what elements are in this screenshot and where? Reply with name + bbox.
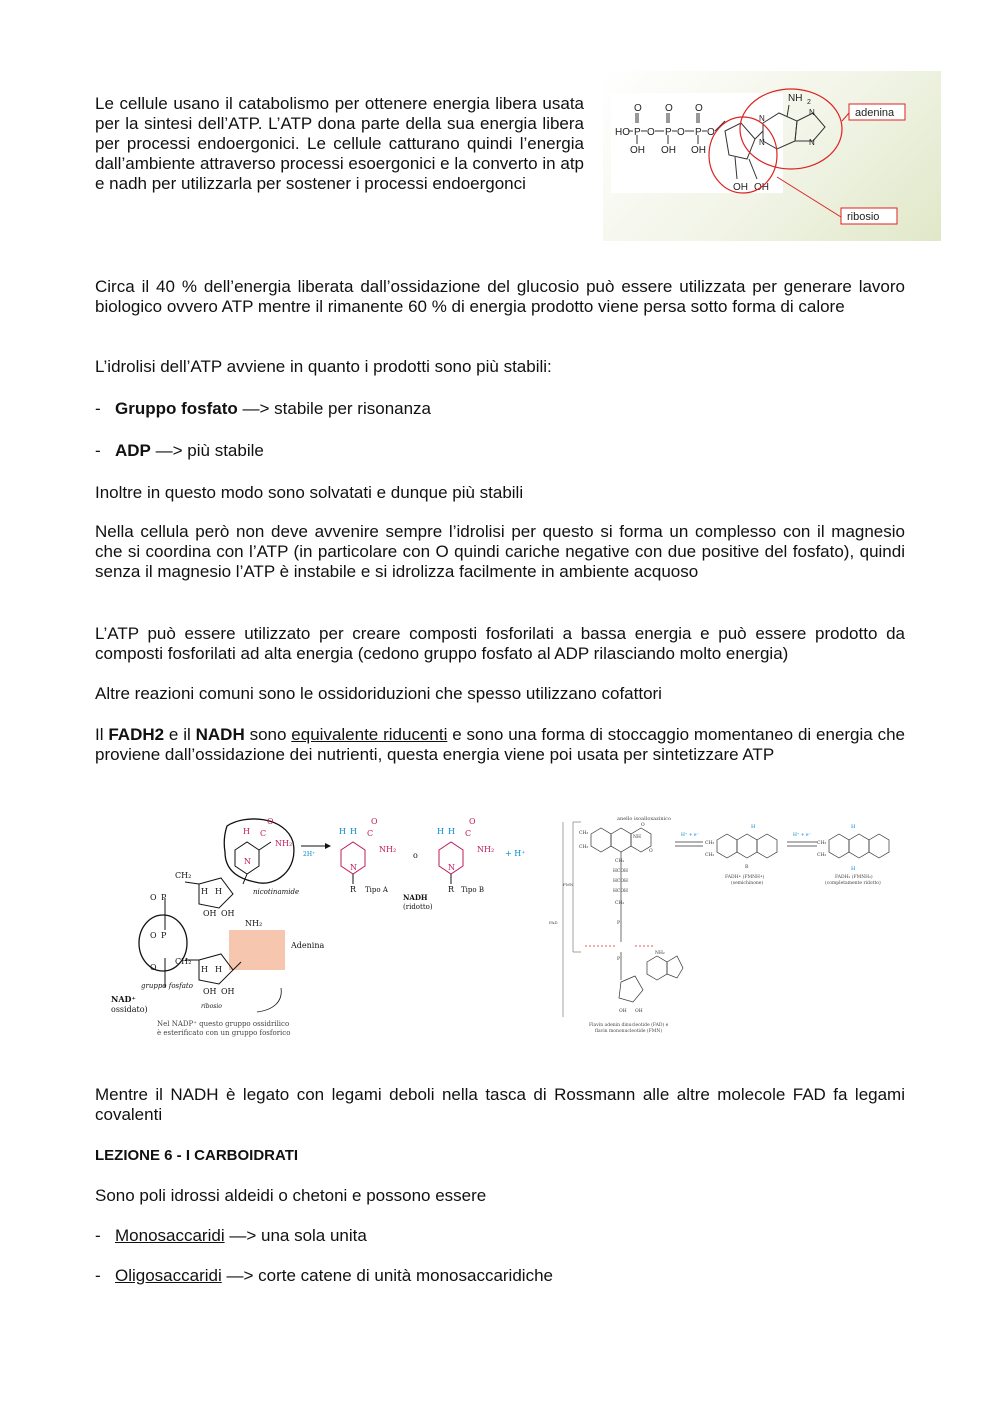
svg-text:O: O	[371, 817, 378, 826]
svg-text:CH₃: CH₃	[705, 853, 715, 858]
svg-text:CH₃: CH₃	[817, 841, 827, 846]
svg-text:R: R	[350, 885, 357, 894]
svg-text:NH: NH	[633, 835, 641, 840]
svg-text:o: o	[413, 851, 418, 860]
svg-text:CH₂: CH₂	[175, 871, 192, 880]
svg-text:O: O	[150, 963, 157, 972]
svg-text:O: O	[641, 823, 645, 828]
svg-text:NH₂: NH₂	[379, 845, 397, 854]
bullet-gruppo-fosfato: - Gruppo fosfato —> stabile per risonanza	[95, 399, 432, 418]
svg-text:OH: OH	[661, 145, 676, 156]
paragraph-energy: Circa il 40 % dell’energia liberata dall’ossidazione del glucosio può essere utilizzata per generare lavoro biologico ovvero ATP mentre il rimanente 60 % di energia prodotto viene persa sotto forma di calore	[95, 277, 905, 316]
svg-text:OH: OH	[733, 182, 748, 193]
svg-text:OH: OH	[754, 182, 769, 193]
svg-text:H: H	[201, 965, 208, 974]
svg-text:R: R	[745, 865, 749, 870]
svg-text:ossidato): ossidato)	[111, 1005, 148, 1014]
svg-text:N: N	[448, 863, 455, 872]
svg-text:+ H⁺: + H⁺	[505, 849, 526, 858]
intro-paragraph: Le cellule usano il catabolismo per ottenere energia libera usata per la sintesi dell’ATP. L’ATP dona parte della sua energia libera per processi endoergonici. Le cellule catturano quindi l’energia dall’ambiente attraverso processi esoergonici e la converto in atp e nadh per utilizzarla per sostener i processi endoergonci	[95, 94, 584, 193]
svg-text:CH₂: CH₂	[615, 901, 625, 906]
svg-text:N: N	[759, 114, 765, 123]
svg-text:FADH• (FMNH•): FADH• (FMNH•)	[725, 875, 765, 880]
svg-text:O: O	[647, 127, 655, 138]
svg-text:CH₃: CH₃	[817, 853, 827, 858]
adenina-label: adenina	[855, 107, 895, 119]
fad-structure	[549, 816, 683, 1034]
fadh2-reduced	[817, 824, 889, 886]
svg-text:H: H	[215, 887, 222, 896]
svg-text:(semichinone): (semichinone)	[731, 881, 764, 886]
svg-text:H⁺ + e⁻: H⁺ + e⁻	[681, 833, 699, 838]
svg-text:2: 2	[807, 99, 811, 106]
svg-text:O: O	[469, 817, 476, 826]
paragraph-hydrolysis: L’idrolisi dell’ATP avviene in quanto i prodotti sono più stabili:	[95, 357, 552, 376]
nadh-tipo-b	[437, 817, 525, 894]
svg-text:FAD: FAD	[549, 920, 558, 925]
svg-text:HCOH: HCOH	[613, 889, 628, 894]
svg-text:C: C	[465, 829, 472, 838]
fad-reduction-arrows	[675, 832, 817, 846]
svg-text:C: C	[260, 829, 267, 838]
svg-text:NADH: NADH	[403, 893, 428, 902]
svg-text:OH: OH	[635, 1009, 643, 1014]
svg-text:Tipo A: Tipo A	[365, 886, 388, 894]
svg-text:NH₂: NH₂	[655, 951, 665, 956]
svg-text:OH: OH	[221, 987, 235, 996]
svg-text:OH: OH	[203, 909, 217, 918]
svg-text:N: N	[350, 863, 357, 872]
svg-text:O: O	[150, 893, 157, 902]
svg-text:P: P	[665, 127, 672, 138]
svg-text:H: H	[751, 824, 756, 830]
svg-text:CH₃: CH₃	[579, 845, 589, 850]
svg-text:HO: HO	[615, 127, 630, 138]
svg-text:P: P	[161, 893, 167, 902]
paragraph-magnesium: Nella cellula però non deve avvenire sempre l’idrolisi per questo si forma un complesso con il magnesio che si coordina con l’ATP (in particolare con O quindi cariche negative con due positive del fosfato), quindi senza il magnesio l’ATP è instabile e si idrolizza facilmente in ambiente acquoso	[95, 522, 905, 581]
svg-text:NH: NH	[788, 93, 803, 104]
paragraph-fadh2-nadh: Il FADH2 e il NADH sono equivalente riducenti e sono una forma di stoccaggio momentaneo di energia che proviene dall’ossidazione dei nutrienti, questa energia viene poi usata per sintetizzare ATP	[95, 725, 905, 764]
svg-text:H⁺ + e⁻: H⁺ + e⁻	[793, 833, 811, 838]
svg-text:P: P	[617, 957, 621, 962]
adenina-caption: Adenina	[291, 941, 325, 950]
svg-text:P: P	[617, 921, 621, 926]
svg-text:H: H	[437, 827, 444, 836]
svg-text:(completamente ridotto): (completamente ridotto)	[825, 881, 881, 886]
svg-text:CH₃: CH₃	[705, 841, 715, 846]
svg-text:CH₂: CH₂	[615, 859, 625, 864]
bullet-oligosaccaridi: - Oligosaccaridi —> corte catene di unità monosaccaridiche	[95, 1266, 553, 1285]
nadp-note-line1: Nel NADP⁺ questo gruppo ossidrilico	[157, 1020, 290, 1028]
svg-text:O: O	[150, 931, 157, 940]
svg-text:P: P	[695, 127, 702, 138]
svg-text:Tipo B: Tipo B	[461, 886, 484, 894]
svg-text:N: N	[244, 857, 251, 866]
paragraph-carbohydrates: Sono poli idrossi aldeidi o chetoni e possono essere	[95, 1186, 487, 1205]
svg-text:2H⁺: 2H⁺	[303, 851, 316, 858]
svg-text:OH: OH	[619, 1009, 627, 1014]
svg-text:H: H	[851, 866, 856, 872]
svg-text:Flavin adenin dinucleotide (FA: Flavin adenin dinucleotide (FAD) e	[589, 1023, 669, 1028]
section-heading: LEZIONE 6 - I CARBOIDRATI	[95, 1147, 299, 1164]
svg-text:OH: OH	[691, 145, 706, 156]
svg-text:NAD⁺: NAD⁺	[111, 994, 136, 1004]
svg-text:H: H	[448, 827, 455, 836]
svg-text:flavin mononucleotide (FMN): flavin mononucleotide (FMN)	[595, 1029, 663, 1034]
svg-text:P: P	[634, 127, 641, 138]
nad-structure	[111, 817, 324, 1037]
svg-text:OH: OH	[221, 909, 235, 918]
svg-text:O: O	[707, 127, 715, 138]
svg-text:ribosio: ribosio	[201, 1003, 222, 1010]
nadp-note-line2: è esterificato con un gruppo fosforico	[157, 1029, 291, 1037]
svg-text:HCOH: HCOH	[613, 879, 628, 884]
ribosio-label: ribosio	[847, 211, 880, 223]
svg-text:NH₂: NH₂	[477, 845, 495, 854]
svg-text:H: H	[201, 887, 208, 896]
svg-text:N: N	[759, 138, 765, 147]
svg-text:O: O	[695, 103, 703, 114]
nadh-tipo-a	[339, 817, 396, 894]
svg-text:NH₂: NH₂	[275, 839, 293, 848]
bullet-monosaccaridi: - Monosaccaridi —> una sola unita	[95, 1226, 367, 1245]
svg-text:C: C	[367, 829, 374, 838]
svg-text:OH: OH	[630, 145, 645, 156]
bullet-adp: - ADP —> più stabile	[95, 441, 264, 460]
svg-text:O: O	[677, 127, 685, 138]
svg-text:O: O	[665, 103, 673, 114]
svg-text:O: O	[634, 103, 642, 114]
svg-text:CH₂: CH₂	[175, 957, 192, 966]
svg-text:anello isoalloxazinico: anello isoalloxazinico	[617, 816, 671, 822]
svg-text:H: H	[243, 827, 250, 836]
svg-text:O: O	[267, 817, 274, 826]
svg-text:OH: OH	[203, 987, 217, 996]
svg-text:FADH₂ (FMNH₂): FADH₂ (FMNH₂)	[835, 875, 873, 880]
paragraph-solvated: Inoltre in questo modo sono solvatati e dunque più stabili	[95, 483, 524, 502]
svg-text:HCOH: HCOH	[613, 869, 628, 874]
svg-text:CH₃: CH₃	[579, 831, 589, 836]
gruppo-fosfato-handwritten: gruppo fosfato	[141, 982, 193, 990]
svg-text:(ridotto): (ridotto)	[403, 903, 433, 911]
paragraph-redox: Altre reazioni comuni sono le ossidoriduzioni che spesso utilizzano cofattori	[95, 684, 662, 703]
svg-text:R: R	[448, 885, 455, 894]
svg-text:H: H	[350, 827, 357, 836]
svg-text:O: O	[649, 849, 653, 854]
svg-text:P: P	[161, 931, 167, 940]
nad-fad-figure	[95, 812, 905, 1047]
nicotinamide-handwritten: nicotinamide	[253, 888, 300, 896]
svg-text:N: N	[809, 138, 815, 147]
svg-text:N: N	[809, 108, 815, 117]
paragraph-rossmann: Mentre il NADH è legato con legami deboli nella tasca di Rossmann alle altre molecole FAD fa legami covalenti	[95, 1085, 905, 1124]
paragraph-phosphorylated: L’ATP può essere utilizzato per creare composti fosforilati a bassa energia e può essere prodotto da composti fosforilati ad alta energia (cedono gruppo fosfato al ADP rilasciando molto energia)	[95, 624, 905, 663]
atp-structure-figure	[603, 71, 941, 241]
svg-text:FMN: FMN	[563, 882, 574, 887]
svg-text:H: H	[851, 824, 856, 830]
svg-text:NH₂: NH₂	[245, 919, 263, 928]
svg-text:H: H	[339, 827, 346, 836]
svg-text:H: H	[215, 965, 222, 974]
fadh-semiquinone	[705, 824, 777, 886]
